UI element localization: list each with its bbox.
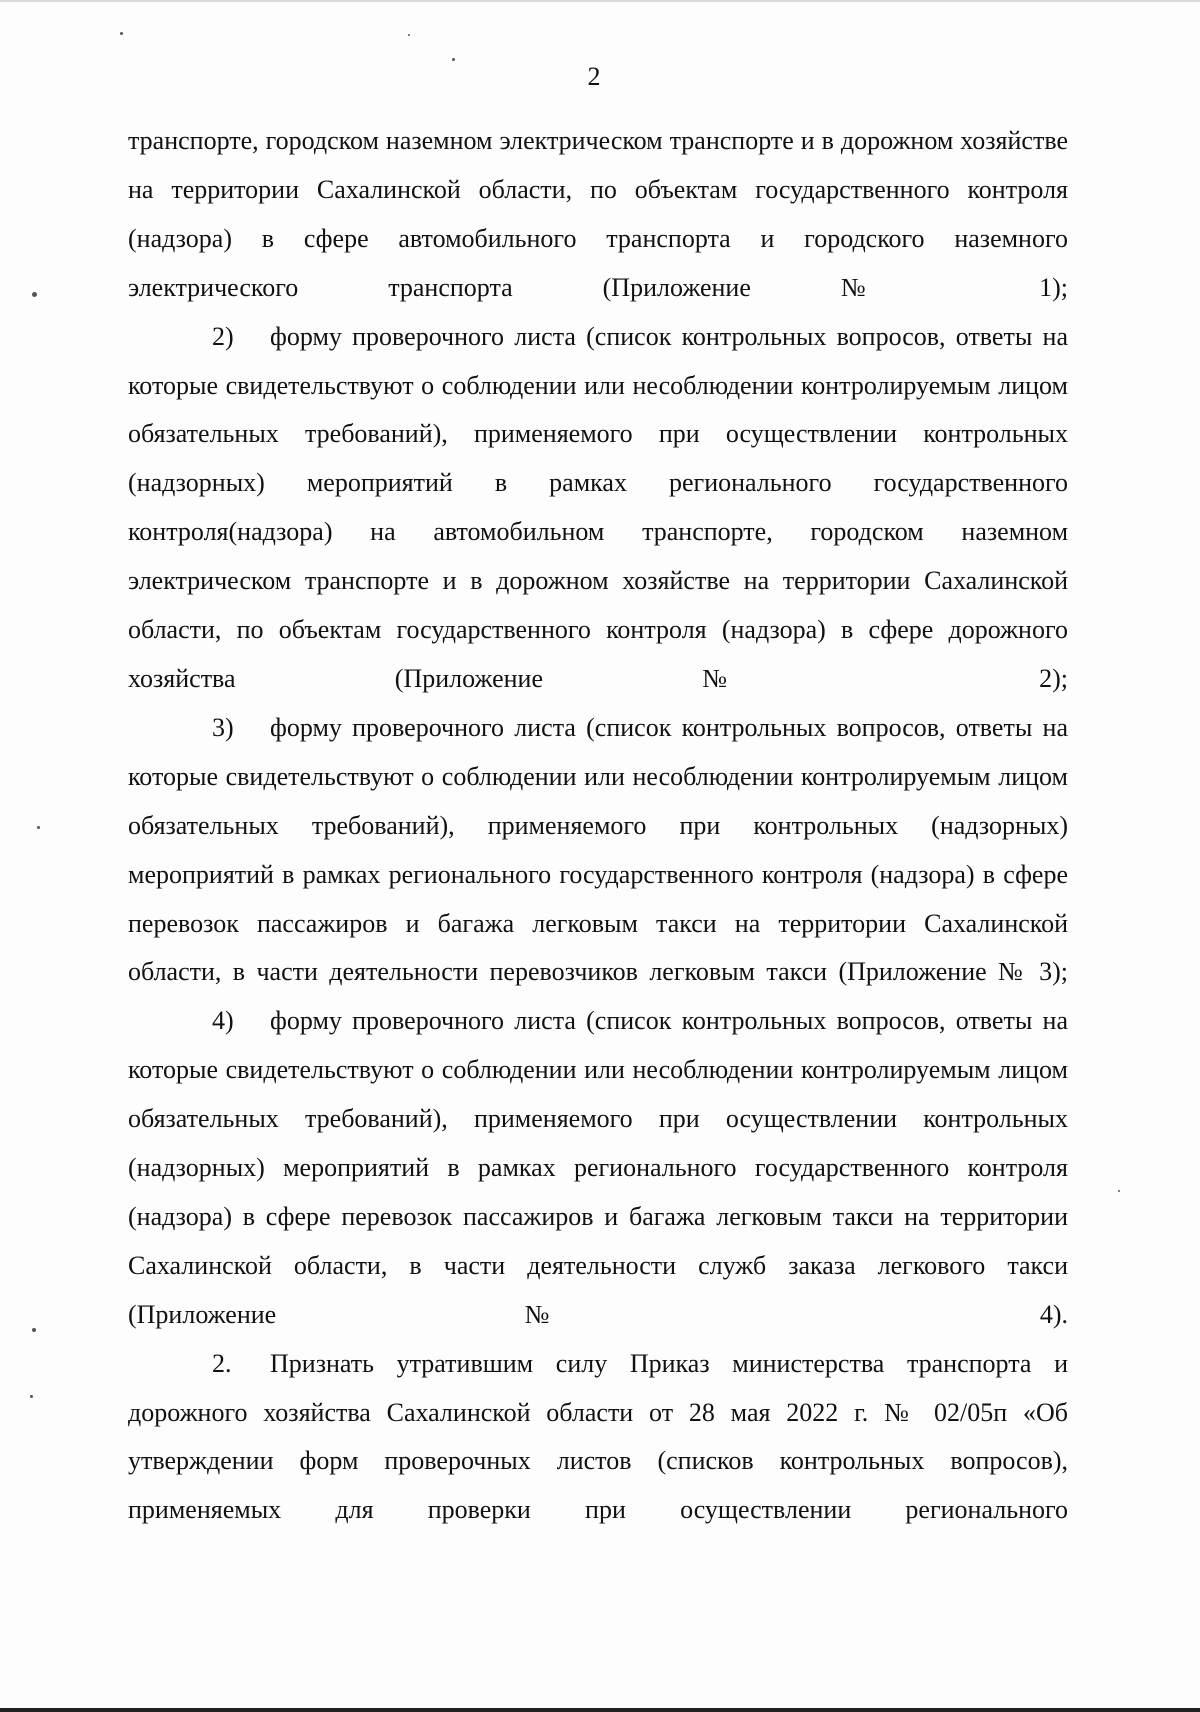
scan-edge-bottom [0,1708,1200,1712]
scan-edge-top [0,0,1200,2]
text-line: хозяйстве на территории Сахалинской области, по объектам государственного [128,566,1069,645]
text-line: перевозчиков легковым такси (Приложение № 3); [489,957,1068,987]
text-line: хозяйстве на территории Сахалинской области, по объектам государственного [128,126,1068,204]
section-number: 2. [212,1348,232,1378]
text-line: на которые свидетельствуют о соблюдении или несоблюдении [128,321,1069,400]
scan-speck [37,826,40,829]
text-line: контроля (надзора) в сфере автомобильного транспорта и городского [128,174,1068,253]
page-number: 2 [587,62,601,91]
list-item-2 [128,313,1068,704]
text-line: применяемых для проверки при осуществлении регионального [128,1495,1068,1525]
text-line: на которые свидетельствуют о соблюдении или несоблюдении [128,1006,1069,1085]
text-line: на которые свидетельствуют о соблюдении или несоблюдении [128,712,1069,791]
section-2-paragraph [128,1340,1068,1536]
list-item-number: 4) [212,1006,234,1036]
scan-speck [1118,1190,1120,1192]
document-body [128,117,1068,1535]
text-line: осуществлении контрольных (надзорных) мероприятий в рамках [128,1104,1068,1183]
text-line: транспорте, городском наземном электрическом транспорте и в дорожном [128,126,954,155]
list-item-number: 3) [212,712,234,742]
scan-speck [32,1328,36,1332]
list-item-4 [128,997,1068,1339]
scan-speck [120,32,123,35]
text-line: пассажиров и багажа легковым такси на территории Сахалинской области, в [128,1201,1069,1280]
scan-speck [30,1395,33,1398]
paragraph-continuation [128,117,1068,313]
text-line: дорожного хозяйства Сахалинской области от 28 мая 2022 г. № 02/05п [128,1397,1008,1427]
text-line: «Об утверждении форм проверочных листов (списков контрольных вопросов), [128,1397,1068,1476]
text-line: контролируемым лицом обязательных требований), применяемого при [128,370,1068,449]
text-line: части деятельности служб заказа легкового такси (Приложение № 4). [128,1250,1068,1329]
text-line: форму проверочного листа (список контрольных вопросов, ответы [270,712,1033,742]
text-line: осуществлении контрольных (надзорных) мероприятий в рамках [128,419,1068,498]
text-line: Признать утратившим силу Приказ министерства транспорта и [270,1348,1068,1378]
text-line: форму проверочного листа (список контрольных вопросов, ответы [270,321,1033,351]
text-line: контролируемым лицом обязательных требований), применяемого при [128,761,1068,840]
text-line: форму проверочного листа (список контрольных вопросов, ответы [270,1006,1033,1036]
text-line: контролируемым лицом обязательных требований), применяемого при [128,1055,1068,1134]
scan-speck [452,58,455,61]
text-line: контрольных (надзорных) мероприятий в рамках регионального [128,810,1068,889]
text-line: регионального государственного контроля(надзора) на автомобильном [128,468,1069,547]
list-item-number: 2) [212,321,234,351]
list-item-3 [128,704,1068,997]
text-line: легковым такси на территории Сахалинской области, в части деятельности [128,908,1068,987]
text-line: контроля (надзора) в сфере дорожного хозяйства (Приложение № 2); [128,615,1068,693]
text-line: наземного электрического транспорта (Приложение № 1); [128,223,1068,302]
scan-speck [408,34,410,36]
text-line: регионального государственного контроля (надзора) в сфере перевозок [128,1153,1068,1231]
text-line: транспорте, городском наземном электрическом транспорте и в дорожном [128,517,1069,596]
text-line: государственного контроля (надзора) в сфере перевозок пассажиров и багажа [128,859,1068,938]
scan-speck [32,292,37,297]
